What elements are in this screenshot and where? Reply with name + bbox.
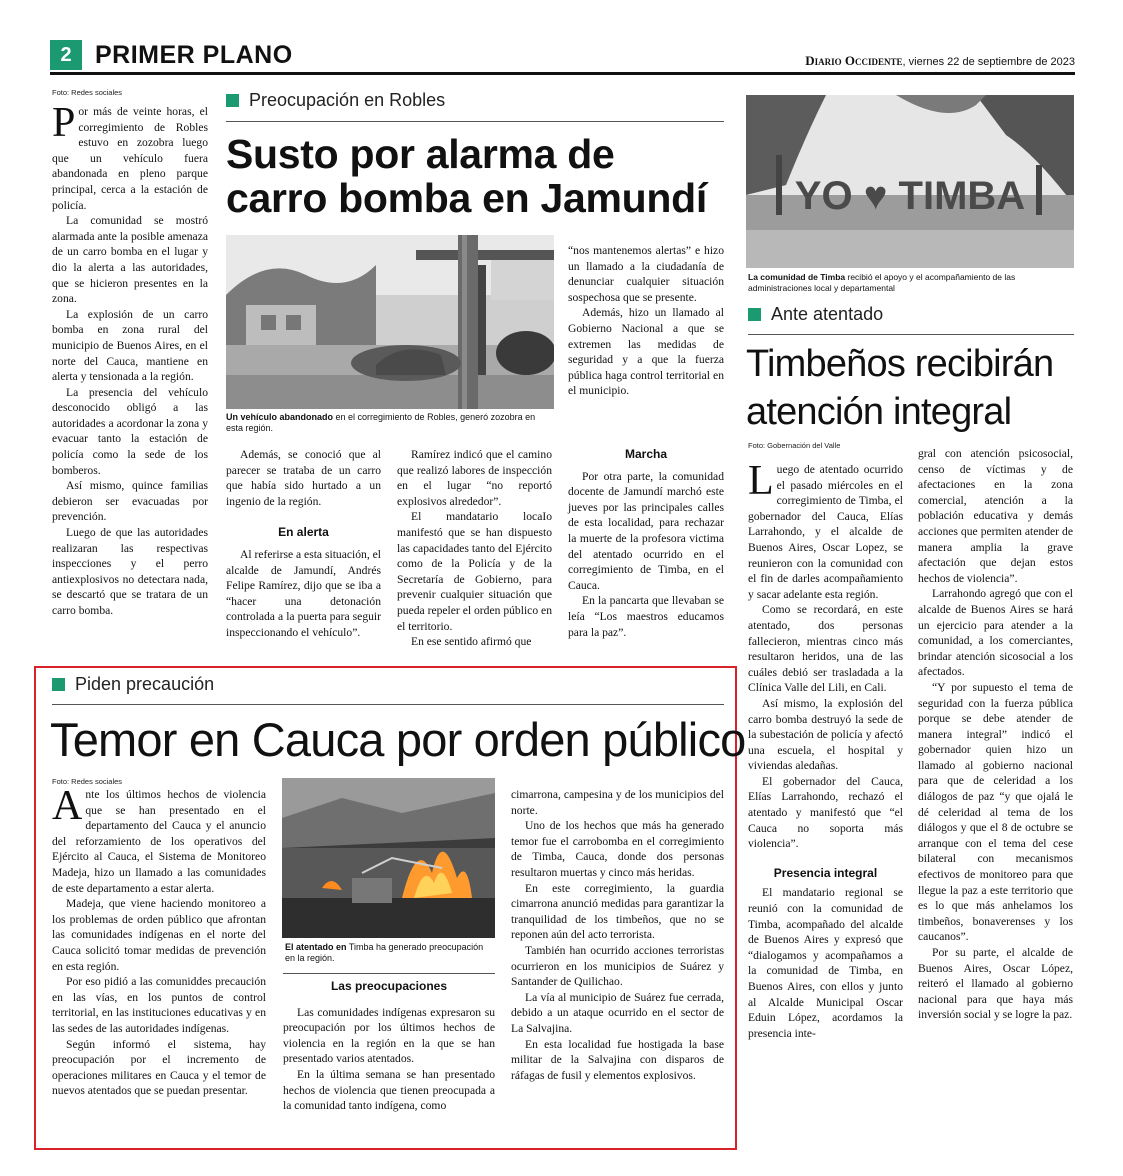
paragraph: Luego de atentado ocurrido el pasado miércoles en el corregimiento de Timba, el gobernador del Cauca, Elías Larrahondo, y el alcalde de Buenos Aires, Oscar Lopez, se reunieron con la comunidad con el fin de darles acompañamiento y sacar adelante esta región.: [748, 458, 903, 601]
paragraph: Por eso pidió a las comuniddes precaución en las vías, en los puntos de control territorial, en las instituciones educativas y en las sedes de las autoridades indígenas.: [52, 975, 266, 1035]
subhead-preocupaciones: Las preocupaciones: [330, 979, 448, 993]
subhead-marcha: Marcha: [624, 447, 668, 461]
kicker-square: [748, 308, 761, 321]
paragraph: El mandatario locaIo manifestó que se han dispuesto las capacidades tanto del Ejército como de la Policía y de la Secretaría de Gobierno, para prevenir cualquier situación que pueda repeler el orden público en el territorio.: [397, 510, 552, 633]
paragraph: La explosión de un carro bomba en zona rural del municipio de Buenos Aires, en el norte del Cauca, mantiene en alerta y tensionada a la región.: [52, 307, 208, 384]
paragraph: En este corregimiento, la guardia cimarrona anunció medidas para garantizar la tranquilidad de los timbeños, que no se reponen aún del acto terrorista.: [511, 881, 724, 942]
paragraph: “nos mantenemos alertas” e hizo un llamado a la ciudadanía de denunciar cualquier situación sospechosa que se presente.: [568, 244, 724, 304]
dropcap: A: [52, 783, 83, 829]
paragraph: Como se recordará, en este atentado, dos personas fallecieron, mientras cinco más resultaron heridos, una de las cuáles debió ser trasladada a la Clínica Valle del Lili, en Cali.: [748, 603, 903, 695]
photo-fire: [282, 778, 495, 938]
article1-column-1: [226, 447, 381, 641]
headline-jamundi: Susto por alarma de carro bomba en Jamundí: [226, 131, 707, 221]
article1-column-3: [568, 447, 724, 640]
paragraph: Según informó el sistema, hay preocupación por el incremento de operaciones militares en Cauca y el temor de nuevos atentados que se puedan presentar.: [52, 1037, 266, 1098]
header-rule: [50, 72, 1075, 75]
paragraph: El mandatario regional se reunió con la comunidad de Timba, acompañado del alcalde de Buenos Aires y expresó que “dialogamos y acompañamos a la comunidad de Timba, en Buenos Aires, con ellos y junto al Alcalde Municipal Oscar Eduin López, acordamos la presencia inte-: [748, 886, 903, 1040]
paragraph: Ante los últimos hechos de violencia que se han presentado en el departamento del Cauca y el anuncio del reforzamiento de los operativos del Ejército al Cauca, el Sistema de Monitoreo Madeja, hizo un llamado a las comunidades de este departamento a estar alerta.: [52, 783, 266, 895]
masthead-date: [805, 53, 1075, 69]
article2-column-3: [511, 787, 724, 1083]
kicker-rule: [748, 334, 1074, 335]
page-number: 2: [60, 44, 72, 66]
article2-column-1: [52, 783, 266, 1099]
paper-name: Diario Occidente: [805, 53, 903, 68]
photo-credit: Foto: Redes sociales: [52, 88, 123, 97]
headline-cauca: Temor en Cauca por orden público: [50, 713, 746, 766]
kicker-rule: [52, 704, 724, 705]
dropcap: L: [748, 458, 774, 504]
article2-column-2: [283, 979, 495, 1114]
paragraph: En la pancarta que llevaban se leía “Los maestros educamos para la paz”.: [568, 594, 724, 639]
article3-column-1: [748, 458, 903, 1041]
kicker-robles: Preocupación en Robles: [226, 90, 445, 111]
subhead-en-alerta: En alerta: [278, 525, 329, 540]
photo-caption-fire: El atentado en Timba ha generado preocupación en la región.: [285, 942, 484, 963]
dropcap: P: [52, 100, 76, 146]
kicker-atentado: Ante atentado: [748, 304, 883, 325]
paragraph: La presencia del vehículo desconocido obligó a las autoridades a acordonar la zona y evacuar tanto la estación de policía como la sede de los bomberos.: [52, 385, 208, 477]
photo-caption-timba: La comunidad de Timba recibió el apoyo y el acompañamiento de las administraciones local y departamental: [748, 272, 1016, 293]
photo-credit: Foto: Redes sociales: [52, 777, 123, 786]
timba-sign-text: YO ♥ TIMBA: [794, 174, 1026, 218]
paragraph: Por otra parte, la comunidad docente de Jamundí marchó este jueves por las principales calles de esta localidad, para rechazar la muerte de la profesora victima del atentado ocurrido en el corregimiento de Timba, en el Cauca.: [568, 469, 724, 592]
article1-column-2: [397, 447, 552, 650]
paragraph: Uno de los hechos que más ha generado temor fue el carrobomba en el corregimiento de Timba, Cauca, donde dos personas resultaron muertas y cinco más heridas.: [511, 819, 724, 879]
photo-credit: Foto: Gobernación del Valle: [748, 441, 841, 450]
photo-timba: [746, 95, 1074, 268]
photo-abandoned-vehicle: [226, 235, 554, 409]
article3-column-2: [918, 446, 1073, 1023]
paragraph: Así mismo, la explosión del carro bomba destruyó la sede de la subestación de policía y afectó una escuela, el hospital y viviendas aledañas.: [748, 696, 903, 773]
paragraph: Las comunidades indígenas expresaron su preocupación por los últimos hechos de violencia en la región en la que se han presentado varios atentados.: [283, 1005, 495, 1066]
street-scene-image: [226, 235, 554, 409]
paragraph: En esta localidad fue hostigada la base militar de la Salvajina con disparos de ráfagas de fusil y elementos explosivos.: [511, 1037, 724, 1082]
paragraph: Larrahondo agregó que con el alcalde de Buenos Aires se hará un ejercicio para atender a la comunidad, a los comerciantes, brindar atención sicosocial a los afectados.: [918, 587, 1073, 679]
paragraph: Ramírez indicó que el camino que realizó labores de inspección en el lugar “no reportó explosivos alrededor”.: [397, 448, 552, 508]
paragraph: Madeja, que viene haciendo monitoreo a los problemas de orden público que afrontan las comunidades indígenas en el norte del Cauca solicitó tomar medidas de prevención en esta región.: [52, 897, 266, 973]
paragraph: También han ocurrido acciones terroristas ocurrieron en los municipios de Suárez y Santander de Quilichao.: [511, 943, 724, 989]
paragraph: cimarrona, campesina y de los municipios del norte.: [511, 788, 724, 817]
paragraph: La vía al municipio de Suárez fue cerrada, debido a un ataque ocurrido en el sector de La Salvajina.: [511, 990, 724, 1035]
timba-sign-image: [746, 95, 1074, 268]
section-title: PRIMER PLANO: [95, 41, 293, 69]
paragraph: Así mismo, quince familias debieron ser evacuadas por prevención.: [52, 479, 208, 524]
paragraph: “Y por supuesto el tema de seguridad con la fuerza pública porque se debe atender de manera integral” indicó el gobernador quien hizo un llamado al gobierno nacional para que de celeridad a los diálogos de paz “y que ojalá le dé celeridad al tema de los diálogos y que el 8 de octubre se arranque con el tema del cese bilateral con mecanismos efectivos de monitoreo para que llegue la paz a este territorio que es lo que más anhelamos los timbeños, bonaverenses y los caucanos”.: [918, 680, 1073, 944]
kicker-precaucion: Piden precaución: [52, 674, 214, 695]
paragraph: La comunidad se mostró alarmada ante la posible amenaza de un carro bomba en el lugar y dio la alerta a las autoridades, que se hicieron presentes en la zona.: [52, 214, 208, 306]
headline-timbenos: Timbeños recibirán atención integral: [746, 343, 1054, 433]
fire-scene-image: [282, 778, 495, 938]
subhead-rule: [283, 973, 495, 974]
page-number-badge: [50, 40, 82, 70]
kicker-square: [52, 678, 65, 691]
photo-caption-vehicle: Un vehículo abandonado en el corregimiento de Robles, generó zozobra en esta región.: [226, 412, 536, 433]
kicker-rule: [226, 121, 724, 122]
paragraph: Luego de que las autoridades realizaran las respectivas inspecciones y el perro antiexplosivos no detectara nada, se descartó que se tratara de un carro bomba.: [52, 526, 208, 617]
subhead-presencia: Presencia integral: [773, 865, 878, 880]
paragraph: En ese sentido afirmó que: [411, 635, 532, 649]
issue-date: , viernes 22 de septiembre de 2023: [902, 56, 1075, 68]
paragraph: Por más de veinte horas, el corregimiento de Robles estuvo en zozobra luego que un vehículo fuera abandonada en pleno parque principal, cerca a la estación de policía.: [52, 100, 208, 212]
paragraph: Por su parte, el alcalde de Buenos Aires, Oscar López, reiteró el llamado al gobierno nacional para que haya más inversión social y se logre la paz.: [918, 946, 1073, 1022]
paragraph: Al referirse a esta situación, el alcalde de Jamundí, Andrés Felipe Ramírez, dijo que se iba a “hacer una detonación controlada a la puerta para seguir inspeccionando el vehículo”.: [226, 547, 381, 639]
article1-right-column: [568, 243, 724, 399]
paragraph: gral con atención psicosocial, censo de víctimas y de afectaciones en la zona comercial, atención a la población educativa y demás acciones que permiten atender de manera amplia la grave afectación que dejan estos hechos de violencia”.: [918, 447, 1073, 585]
paragraph: Además, se conoció que al parecer se trataba de un carro que había sido hurtado a un ingenio de la región.: [226, 448, 381, 508]
left-column-text: [52, 100, 208, 619]
paragraph: En la última semana se han presentado hechos de violencia que tienen preocupada a la comunidad tanto indígena, como: [283, 1067, 495, 1113]
paragraph: Además, hizo un llamado al Gobierno Nacional a que se extremen las medidas de seguridad y a que la fuerza pública haga control territorial en el municipio.: [568, 306, 724, 398]
kicker-square: [226, 94, 239, 107]
paragraph: El gobernador del Cauca, Elías Larrahondo, rechazó el atentado y manifestó que “el Cauca no soporta más violencia”.: [748, 774, 903, 851]
